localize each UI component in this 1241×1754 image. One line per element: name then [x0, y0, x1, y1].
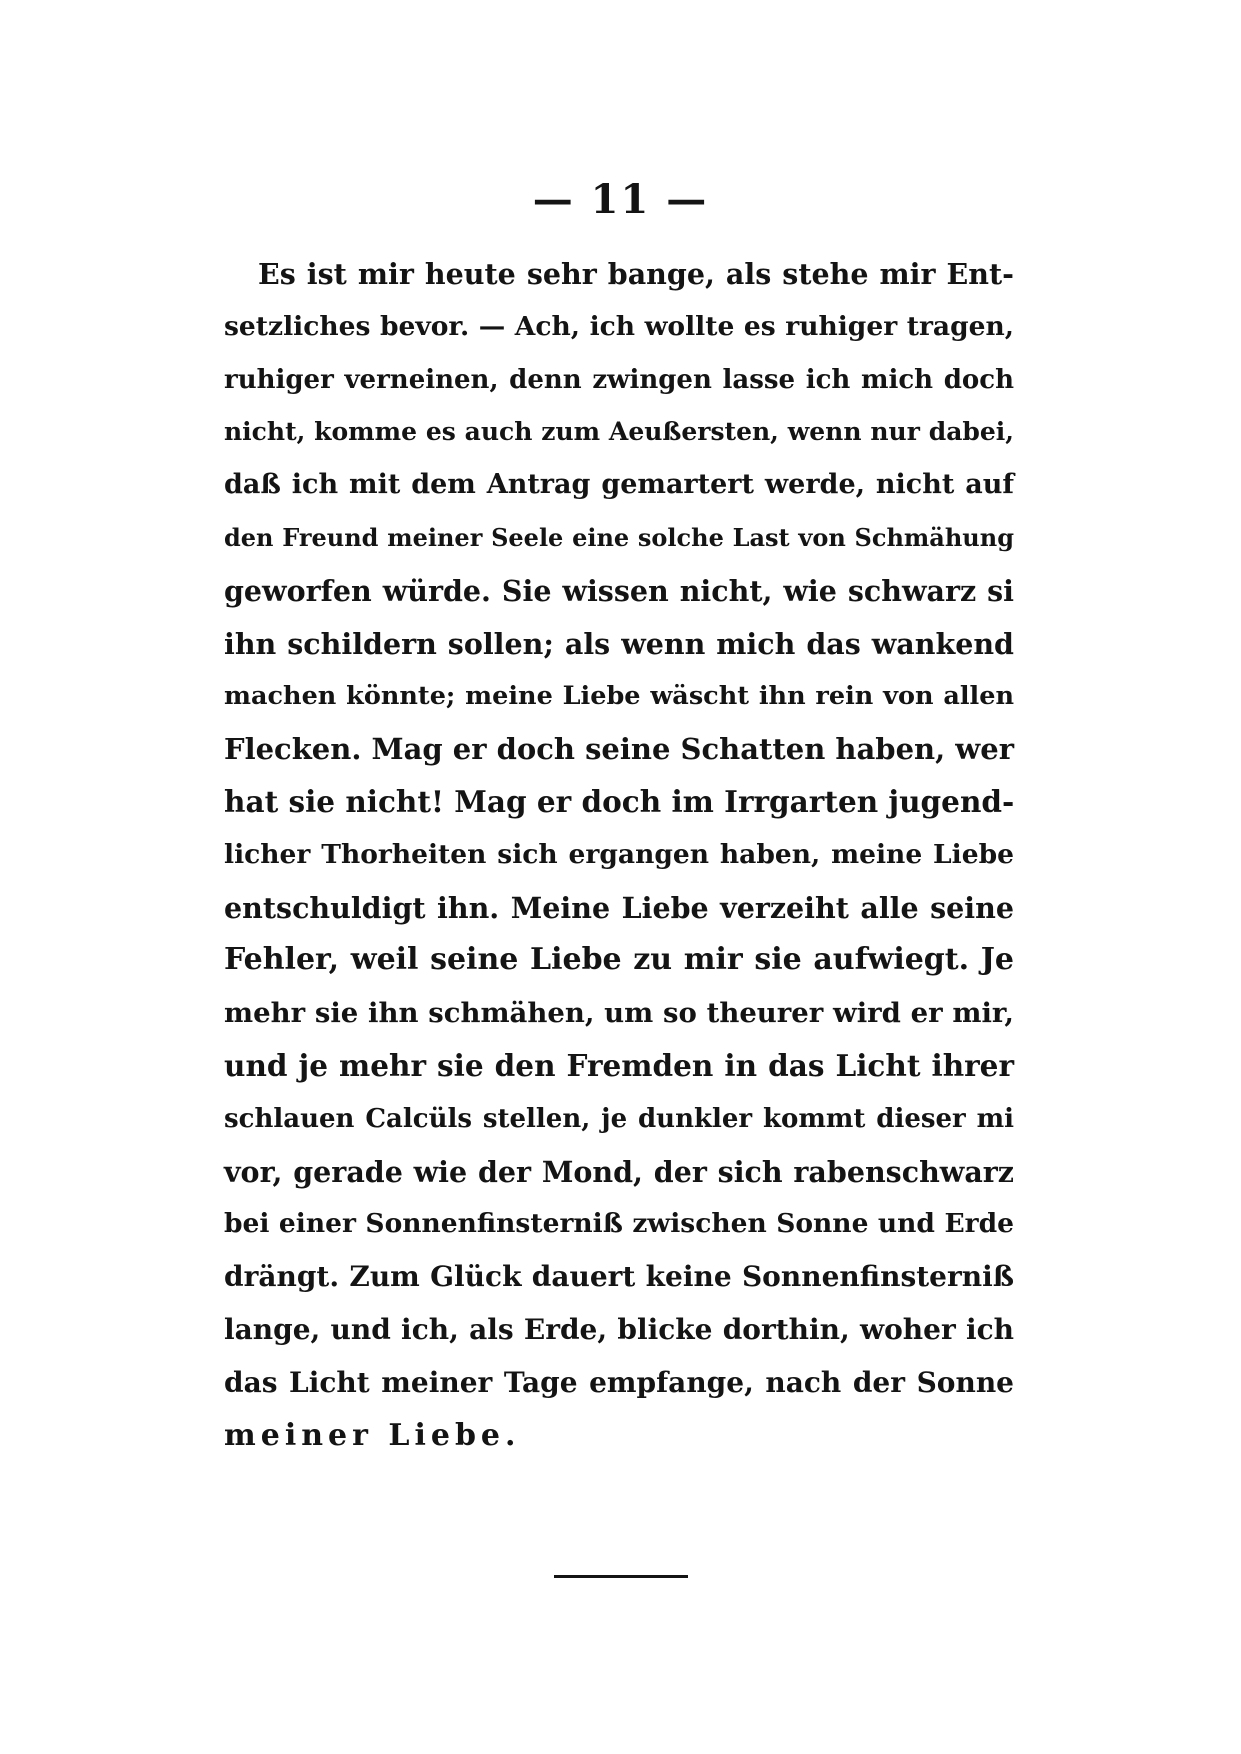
text-line: vor, gerade wie der Mond, der sich rabenschwarz: [224, 1154, 1014, 1189]
text-line: daß ich mit dem Antrag gemartert werde, nicht auf: [224, 469, 1014, 501]
text-line: hat sie nicht! Mag er doch im Irrgarten jugend-: [224, 783, 1015, 819]
text-line: lange, und ich, als Erde, blicke dorthin, woher ich: [224, 1312, 1014, 1346]
body-text: [224, 248, 1014, 1462]
text-line: meiner Liebe.: [224, 1417, 521, 1453]
text-line: bei einer Sonnenfinsterniß zwischen Sonne und Erde: [224, 1208, 1014, 1240]
text-line: Fehler, weil seine Liebe zu mir sie aufwiegt. Je: [224, 942, 1014, 978]
text-line: drängt. Zum Glück dauert keine Sonnenfinsterniß: [224, 1260, 1014, 1294]
text-line: entschuldigt ihn. Meine Liebe verzeiht alle seine: [224, 890, 1014, 925]
text-line: nicht, komme es auch zum Aeußersten, wenn nur dabei,: [224, 417, 1014, 447]
text-line: den Freund meiner Seele eine solche Last von Schmähung: [224, 522, 1014, 552]
text-line: geworfen würde. Sie wissen nicht, wie schwarz si: [224, 573, 1014, 608]
text-line: ruhiger verneinen, denn zwingen lasse ich mich doch: [224, 364, 1014, 395]
text-line: ihn schildern sollen; als wenn mich das wankend: [224, 626, 1014, 661]
text-line: das Licht meiner Tage empfange, nach der Sonne: [224, 1365, 1014, 1399]
text-line: setzliches bevor. — Ach, ich wollte es ruhiger tragen,: [224, 310, 1014, 342]
text-line: machen könnte; meine Liebe wäscht ihn rein von allen: [224, 681, 1014, 712]
text-line: Es ist mir heute sehr bange, als stehe mir Ent-: [258, 257, 1014, 291]
text-line: mehr sie ihn schmähen, um so theurer wird er mir,: [224, 997, 1014, 1030]
page-number: — 11 —: [532, 176, 709, 223]
text-line: Flecken. Mag er doch seine Schatten haben, wer: [224, 732, 1014, 767]
text-line: und je mehr sie den Fremden in das Licht ihrer: [224, 1047, 1014, 1083]
end-rule: [554, 1575, 688, 1578]
text-line: schlauen Calcüls stellen, je dunkler kommt dieser mi: [224, 1103, 1014, 1134]
text-line: licher Thorheiten sich ergangen haben, meine Liebe: [224, 838, 1014, 870]
